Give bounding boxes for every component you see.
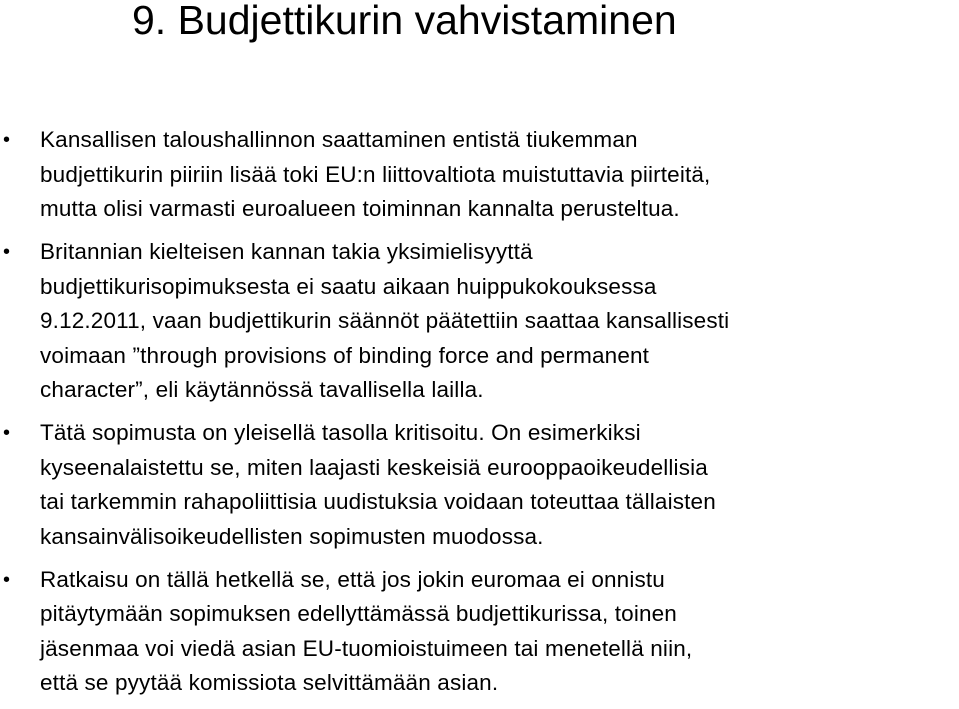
bullet-line: mutta olisi varmasti euroalueen toiminnan kannalta perusteltua. [40,196,680,221]
bullet-dot-icon: • [3,568,11,591]
bullet-line: Britannian kielteisen kannan takia yksimielisyyttä [40,239,533,264]
bullet-item-2 [0,235,959,408]
bullet-line: kansainvälisoikeudellisten sopimusten muodossa. [40,523,544,549]
bullet-item-1 [0,123,959,227]
bullet-dot-icon: • [3,241,11,263]
bullet-line: character”, eli käytännössä tavallisella lailla. [40,377,484,402]
bullet-line: Tätä sopimusta on yleisellä tasolla kritisoitu. On esimerkiksi [40,420,641,445]
bullet-line: voimaan ”through provisions of binding force and permanent [40,342,650,368]
bullet-list [0,123,959,709]
bullet-line: pitäytymään sopimuksen edellyttämässä budjettikurissa, toinen [40,601,677,626]
bullet-line: 9.12.2011, vaan budjettikurin säännöt päätettiin saattaa kansallisesti [40,308,730,333]
bullet-item-4 [0,563,959,701]
bullet-line: Ratkaisu on tällä hetkellä se, että jos jokin euromaa ei onnistu [40,566,665,592]
bullet-line: tai tarkemmin rahapoliittisia uudistuksia voidaan toteuttaa tällaisten [40,489,716,514]
bullet-line: kyseenalaistettu se, miten laajasti keskeisiä eurooppaoikeudellisia [40,454,708,480]
bullet-line: että se pyytää komissiota selvittämään asian. [40,670,499,695]
bullet-line: budjettikurin piiriin lisää toki EU:n liittovaltiota muistuttavia piirteitä, [40,161,711,187]
bullet-dot-icon: • [3,129,11,151]
bullet-line: Kansallisen taloushallinnon saattaminen entistä tiukemman [40,127,638,152]
bullet-line: budjettikurisopimuksesta ei saatu aikaan huippukokouksessa [40,273,657,299]
bullet-line: jäsenmaa voi viedä asian EU-tuomioistuimeen tai menetellä niin, [40,635,693,661]
bullet-item-3 [0,416,959,554]
slide-title: 9. Budjettikurin vahvistaminen [132,0,677,43]
bullet-dot-icon: • [3,422,11,444]
